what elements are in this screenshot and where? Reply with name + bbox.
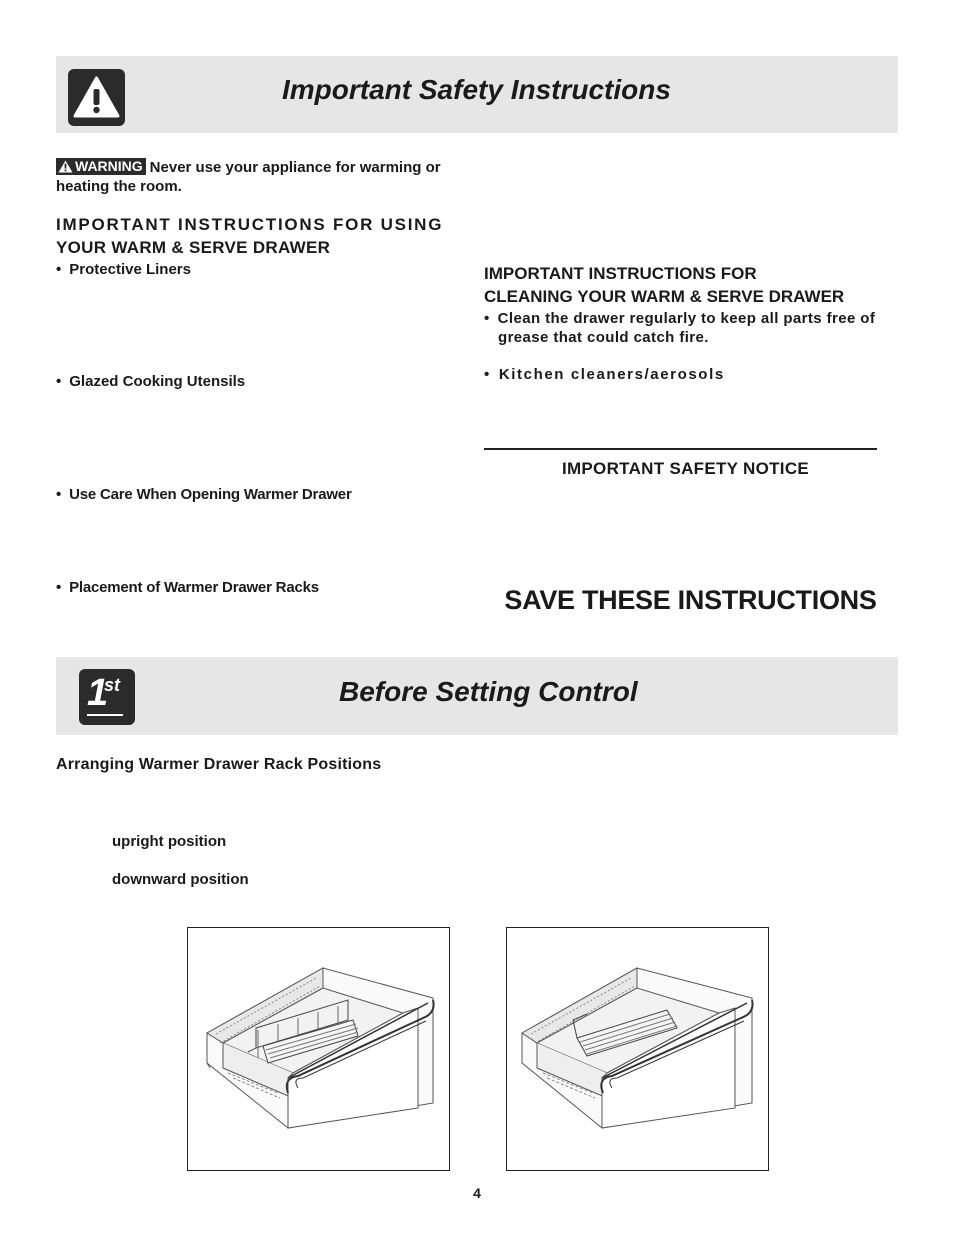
- bullet-text-line2: grease that could catch fire.: [498, 329, 709, 346]
- warning-badge: [56, 158, 146, 175]
- heading-line1: IMPORTANT INSTRUCTIONS FOR USING: [56, 215, 444, 234]
- heading-line2: CLEANING YOUR WARM & SERVE DRAWER: [484, 287, 845, 306]
- before-setting-control-banner: [56, 657, 898, 735]
- page-number: 4: [473, 1185, 481, 1201]
- bullet-rack-placement: [56, 578, 319, 597]
- warning-text-line2: heating the room.: [56, 178, 182, 195]
- safety-notice-heading: IMPORTANT SAFETY NOTICE: [561, 459, 810, 478]
- using-drawer-heading: [56, 213, 460, 259]
- bullet-clean-regularly: [484, 309, 894, 347]
- bullet-use-care: [56, 485, 352, 504]
- figure-rack-downward: [506, 927, 769, 1171]
- warning-triangle-icon: [68, 69, 125, 126]
- badge-suffix: st: [104, 675, 121, 695]
- warning-text-line1: Never use your appliance for warming or: [149, 159, 441, 176]
- upright-position-label: upright position: [112, 833, 227, 850]
- badge-underline: [87, 714, 123, 716]
- downward-position-label: downward position: [112, 871, 249, 888]
- warning-badge-label: WARNING: [75, 158, 143, 174]
- bullet-text: Use Care When Opening Warmer Drawer: [69, 486, 352, 503]
- warning-statement: [56, 158, 466, 196]
- divider: [484, 448, 877, 450]
- badge-number: 1: [87, 672, 109, 714]
- bullet-kitchen-cleaners: [484, 365, 725, 384]
- cleaning-drawer-heading: [484, 262, 894, 308]
- bullet-text: Kitchen cleaners/aerosols: [498, 366, 725, 383]
- heading-line2: YOUR WARM & SERVE DRAWER: [56, 238, 331, 257]
- bullet-text: Glazed Cooking Utensils: [69, 373, 246, 390]
- banner-title: Important Safety Instructions: [282, 74, 671, 105]
- bullet-text: Placement of Warmer Drawer Racks: [69, 579, 319, 596]
- rack-positions-heading: Arranging Warmer Drawer Rack Positions: [56, 756, 382, 773]
- warmer-drawer-downward-illustration: [507, 928, 768, 1170]
- warning-triangle-icon: [58, 160, 73, 173]
- first-step-icon: [79, 669, 135, 725]
- figure-rack-upright: [187, 927, 450, 1171]
- heading-line1: IMPORTANT INSTRUCTIONS FOR: [484, 264, 757, 283]
- banner-title: Before Setting Control: [339, 676, 638, 707]
- bullet-text-line1: Clean the drawer regularly to keep all parts free of: [497, 310, 876, 327]
- safety-instructions-banner: [56, 56, 898, 133]
- bullet-glazed-utensils: [56, 372, 245, 391]
- bullet-text: Protective Liners: [69, 261, 191, 278]
- bullet-protective-liners: [56, 260, 191, 279]
- warmer-drawer-upright-illustration: [188, 928, 449, 1170]
- save-instructions-heading: SAVE THESE INSTRUCTIONS: [504, 585, 877, 615]
